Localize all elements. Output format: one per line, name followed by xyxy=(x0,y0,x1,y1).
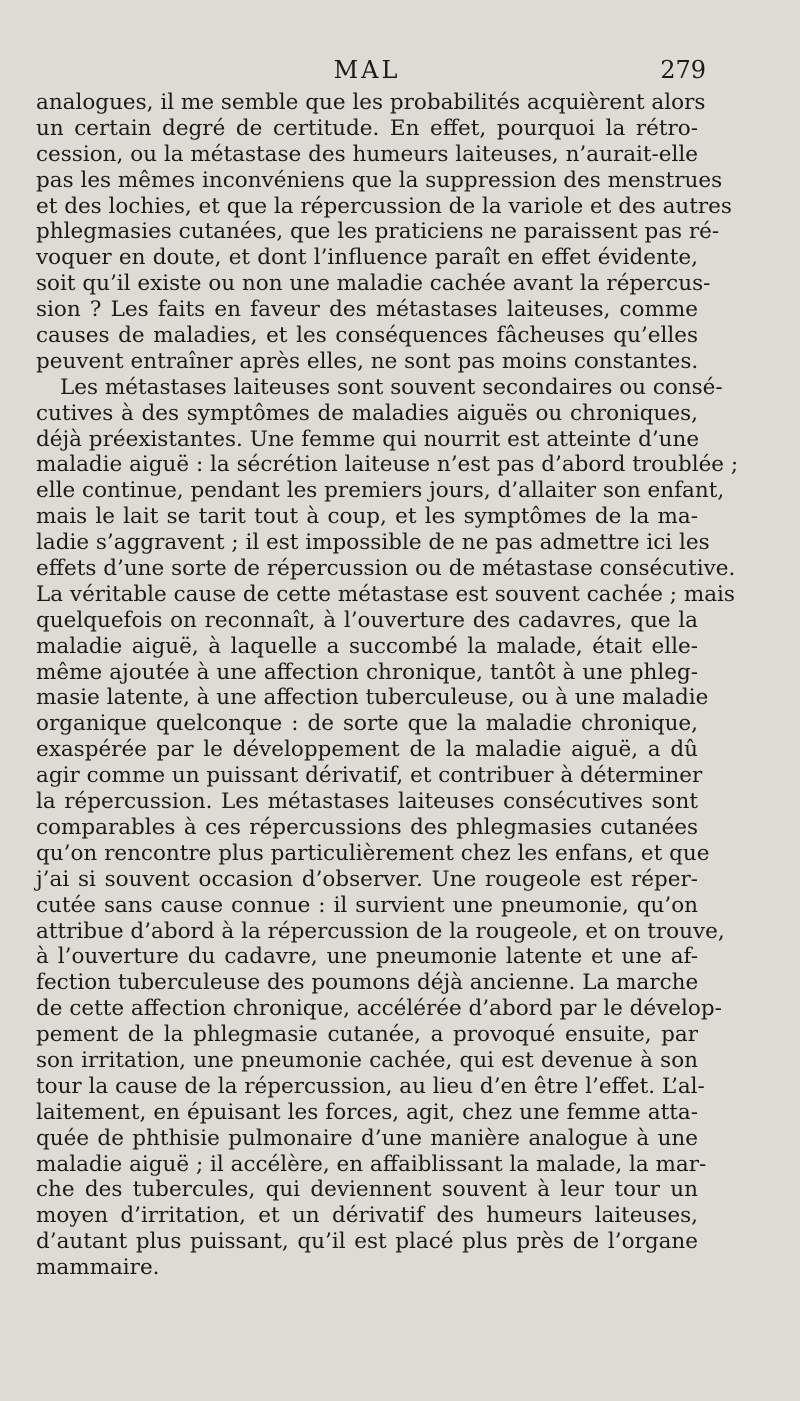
text-line: quée de phthisie pulmonaire d’une manière analogue à une xyxy=(36,1125,698,1151)
running-head: MAL xyxy=(333,56,401,84)
text-line: pas les mêmes inconvéniens que la suppression des menstrues xyxy=(36,167,723,193)
text-line: de cette affection chronique, accélérée d’abord par le dévelop- xyxy=(36,996,722,1022)
text-line: La véritable cause de cette métastase est souvent cachée ; mais xyxy=(36,581,735,607)
text-line: mais le lait se tarit tout à coup, et les symptômes de la ma- xyxy=(36,504,698,530)
text-line: quelquefois on reconnaît, à l’ouverture des cadavres, que la xyxy=(36,607,698,633)
text-line: son irritation, une pneumonie cachée, qui est devenue à son xyxy=(36,1047,698,1073)
text-line: peuvent entraîner après elles, ne sont pas moins constantes. xyxy=(36,348,699,374)
text-line: j’ai si souvent occasion d’observer. Une rougeole est réper- xyxy=(36,866,698,892)
text-line: la répercussion. Les métastases laiteuses consécutives sont xyxy=(36,789,698,815)
text-line: ladie s’aggravent ; il est impossible de ne pas admettre ici les xyxy=(36,530,710,556)
text-line: moyen d’irritation, et un dérivatif des humeurs laiteuses, xyxy=(36,1203,698,1229)
text-line: masie latente, à une affection tuberculeuse, ou à une maladie xyxy=(36,685,709,711)
text-line: d’autant plus puissant, qu’il est placé plus près de l’organe xyxy=(36,1229,698,1255)
text-line: soit qu’il existe ou non une maladie cachée avant la répercus- xyxy=(36,271,711,297)
text-line: laitement, en épuisant les forces, agit, chez une femme atta- xyxy=(36,1099,698,1125)
text-line: cession, ou la métastase des humeurs laiteuses, n’aurait-elle xyxy=(36,141,698,167)
text-line: che des tubercules, qui deviennent souvent à leur tour un xyxy=(36,1177,698,1203)
text-line: maladie aiguë, à laquelle a succombé la malade, était elle- xyxy=(36,633,698,659)
text-line: qu’on rencontre plus particulièrement chez les enfans, et que xyxy=(36,840,710,866)
text-line: même ajoutée à une affection chronique, tantôt à une phleg- xyxy=(36,659,698,685)
text-line: fection tuberculeuse des poumons déjà ancienne. La marche xyxy=(36,970,699,996)
text-line: causes de maladies, et les conséquences fâcheuses qu’elles xyxy=(36,323,698,349)
text-line: effets d’une sorte de répercussion ou de métastase consécutive. xyxy=(36,556,736,582)
text-line: cutée sans cause connue : il survient une pneumonie, qu’on xyxy=(36,892,698,918)
text-line: à l’ouverture du cadavre, une pneumonie latente et une af- xyxy=(36,944,698,970)
text-line: exaspérée par le développement de la maladie aiguë, a dû xyxy=(36,737,698,763)
text-line: et des lochies, et que la répercussion de la variole et des autres xyxy=(36,193,732,219)
text-line: sion ? Les faits en faveur des métastases laiteuses, comme xyxy=(36,297,698,323)
text-line: attribue d’abord à la répercussion de la rougeole, et on trouve, xyxy=(36,918,725,944)
text-line: déjà préexistantes. Une femme qui nourrit est atteinte d’une xyxy=(36,426,700,452)
text-line: un certain degré de certitude. En effet, pourquoi la rétro- xyxy=(36,115,698,141)
text-line: agir comme un puissant dérivatif, et contribuer à déterminer xyxy=(36,763,703,789)
text-line: comparables à ces répercussions des phlegmasies cutanées xyxy=(36,814,698,840)
body-text xyxy=(36,90,739,1281)
text-line: phlegmasies cutanées, que les praticiens ne paraissent pas ré- xyxy=(36,219,720,245)
text-line: maladie aiguë ; il accélère, en affaiblissant la malade, la mar- xyxy=(36,1151,707,1177)
text-line: cutives à des symptômes de maladies aiguës ou chroniques, xyxy=(36,400,698,426)
text-line: tour la cause de la répercussion, au lieu d’en être l’effet. L’al- xyxy=(36,1073,705,1099)
text-line: voquer en doute, et dont l’influence paraît en effet évidente, xyxy=(36,245,698,271)
text-line: Les métastases laiteuses sont souvent secondaires ou consé- xyxy=(60,374,723,400)
text-line: pement de la phlegmasie cutanée, a provoqué ensuite, par xyxy=(36,1022,698,1048)
text-line: organique quelconque : de sorte que la maladie chronique, xyxy=(36,711,698,737)
page-number: 279 xyxy=(660,56,706,84)
text-line: maladie aiguë : la sécrétion laiteuse n’est pas d’abord troublée ; xyxy=(36,452,739,478)
page-header xyxy=(36,56,706,90)
text-line: analogues, il me semble que les probabilités acquièrent alors xyxy=(36,90,706,115)
text-line: mammaire. xyxy=(36,1255,160,1281)
text-line: elle continue, pendant les premiers jours, d’allaiter son enfant, xyxy=(36,478,725,504)
